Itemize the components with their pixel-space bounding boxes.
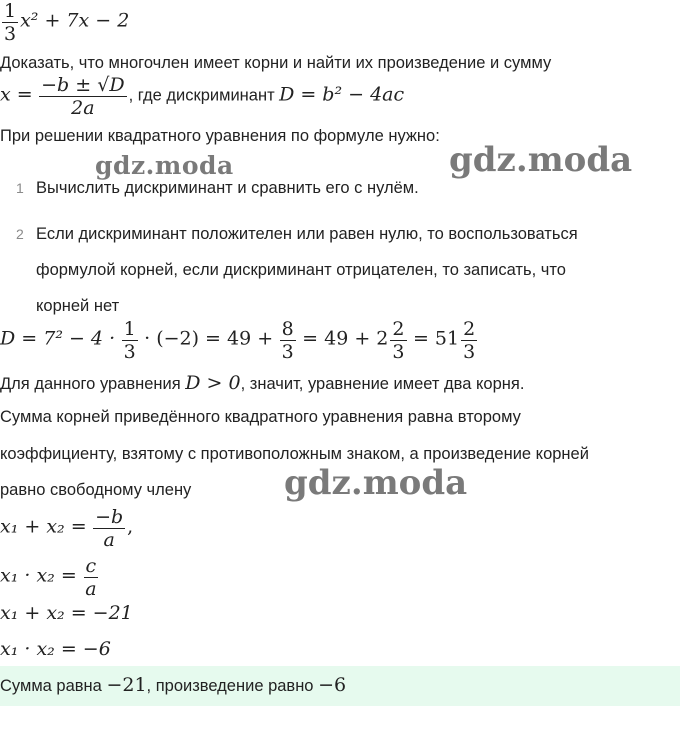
- answer-line: [0, 675, 346, 696]
- intro-text: При решении квадратного уравнения по формуле нужно:: [0, 127, 440, 145]
- vieta-text-line: коэффициенту, взятому с противоположным знаком, а произведение корней: [0, 445, 589, 463]
- answer-text: , произведение равно: [146, 677, 314, 695]
- formula-numerator: −b ± √D: [41, 74, 125, 96]
- formula-fraction: [39, 74, 126, 119]
- vieta-product-fraction: [83, 555, 98, 600]
- vieta-product-den: a: [85, 578, 97, 600]
- step-line: Если дискриминант положителен или равен нулю, то воспользоваться: [36, 225, 578, 243]
- expression-rest: x² + 7x − 2: [20, 9, 130, 32]
- disc-fraction: [122, 318, 138, 363]
- vieta-sum-den: a: [103, 529, 115, 551]
- disc-fraction-den: 3: [123, 341, 136, 363]
- formula-text: , где дискриминант: [128, 86, 275, 105]
- step-line: корней нет: [36, 297, 120, 315]
- conclusion-before: Для данного уравнения: [0, 375, 181, 393]
- discriminant-calculation: [0, 318, 479, 363]
- result-product: x₁ · x₂ = −6: [0, 638, 111, 660]
- fraction-numerator: 1: [4, 0, 17, 22]
- vieta-product-lhs: x₁ · x₂ =: [0, 564, 77, 587]
- vieta-text-line: равно свободному члену: [0, 481, 192, 499]
- formula-denominator: 2a: [71, 97, 95, 119]
- disc-fraction: [461, 318, 477, 363]
- disc-fraction-num: 2: [392, 318, 405, 340]
- disc-fraction-den: 3: [463, 341, 476, 363]
- vieta-sum-fraction: [93, 506, 125, 551]
- vieta-text-line: Сумма корней приведённого квадратного уравнения равна второму: [0, 408, 521, 426]
- disc-fraction-den: 3: [392, 341, 405, 363]
- disc-fraction-num: 8: [281, 318, 294, 340]
- disc-part: D = 7² − 4 ·: [0, 327, 116, 350]
- answer-value: −21: [106, 674, 147, 696]
- formula-lhs: x =: [0, 83, 33, 106]
- step-line: формулой корней, если дискриминант отрицателен, то записать, что: [36, 261, 566, 279]
- vieta-product-formula: [0, 555, 101, 600]
- root-formula: [0, 74, 404, 119]
- disc-fraction-num: 1: [123, 318, 136, 340]
- fraction-denominator: 3: [4, 23, 17, 45]
- conclusion: [0, 373, 524, 394]
- vieta-sum-comma: ,: [127, 515, 134, 538]
- disc-part: · (−2) = 49 +: [144, 327, 274, 350]
- vieta-sum-num: −b: [95, 506, 124, 528]
- vieta-product-num: c: [85, 555, 97, 577]
- step-number: 1: [16, 180, 24, 196]
- step-line: Вычислить дискриминант и сравнить его с нулём.: [36, 179, 419, 197]
- result-sum: x₁ + x₂ = −21: [0, 602, 133, 624]
- answer-box: [0, 666, 680, 706]
- vieta-sum-formula: [0, 506, 133, 551]
- formula-tail: D = b² − 4ac: [279, 83, 405, 106]
- header-expression: [0, 0, 129, 45]
- watermark: gdz.moda: [449, 140, 633, 180]
- answer-text: Сумма равна: [0, 677, 102, 695]
- disc-fraction: [390, 318, 406, 363]
- disc-fraction-den: 3: [281, 341, 294, 363]
- conclusion-after: , значит, уравнение имеет два корня.: [240, 375, 525, 393]
- vieta-sum-lhs: x₁ + x₂ =: [0, 515, 87, 538]
- watermark: gdz.moda: [95, 151, 234, 180]
- disc-part: = 49 + 2: [302, 327, 389, 350]
- step-number: 2: [16, 226, 24, 242]
- disc-part: = 51: [412, 327, 460, 350]
- answer-value: −6: [318, 674, 347, 696]
- watermark: gdz.moda: [284, 463, 468, 503]
- disc-fraction-num: 2: [463, 318, 476, 340]
- fraction-one-third: [2, 0, 18, 45]
- conclusion-math: D > 0: [185, 372, 241, 394]
- disc-fraction: [280, 318, 296, 363]
- task-text: Доказать, что многочлен имеет корни и найти их произведение и сумму: [0, 54, 552, 72]
